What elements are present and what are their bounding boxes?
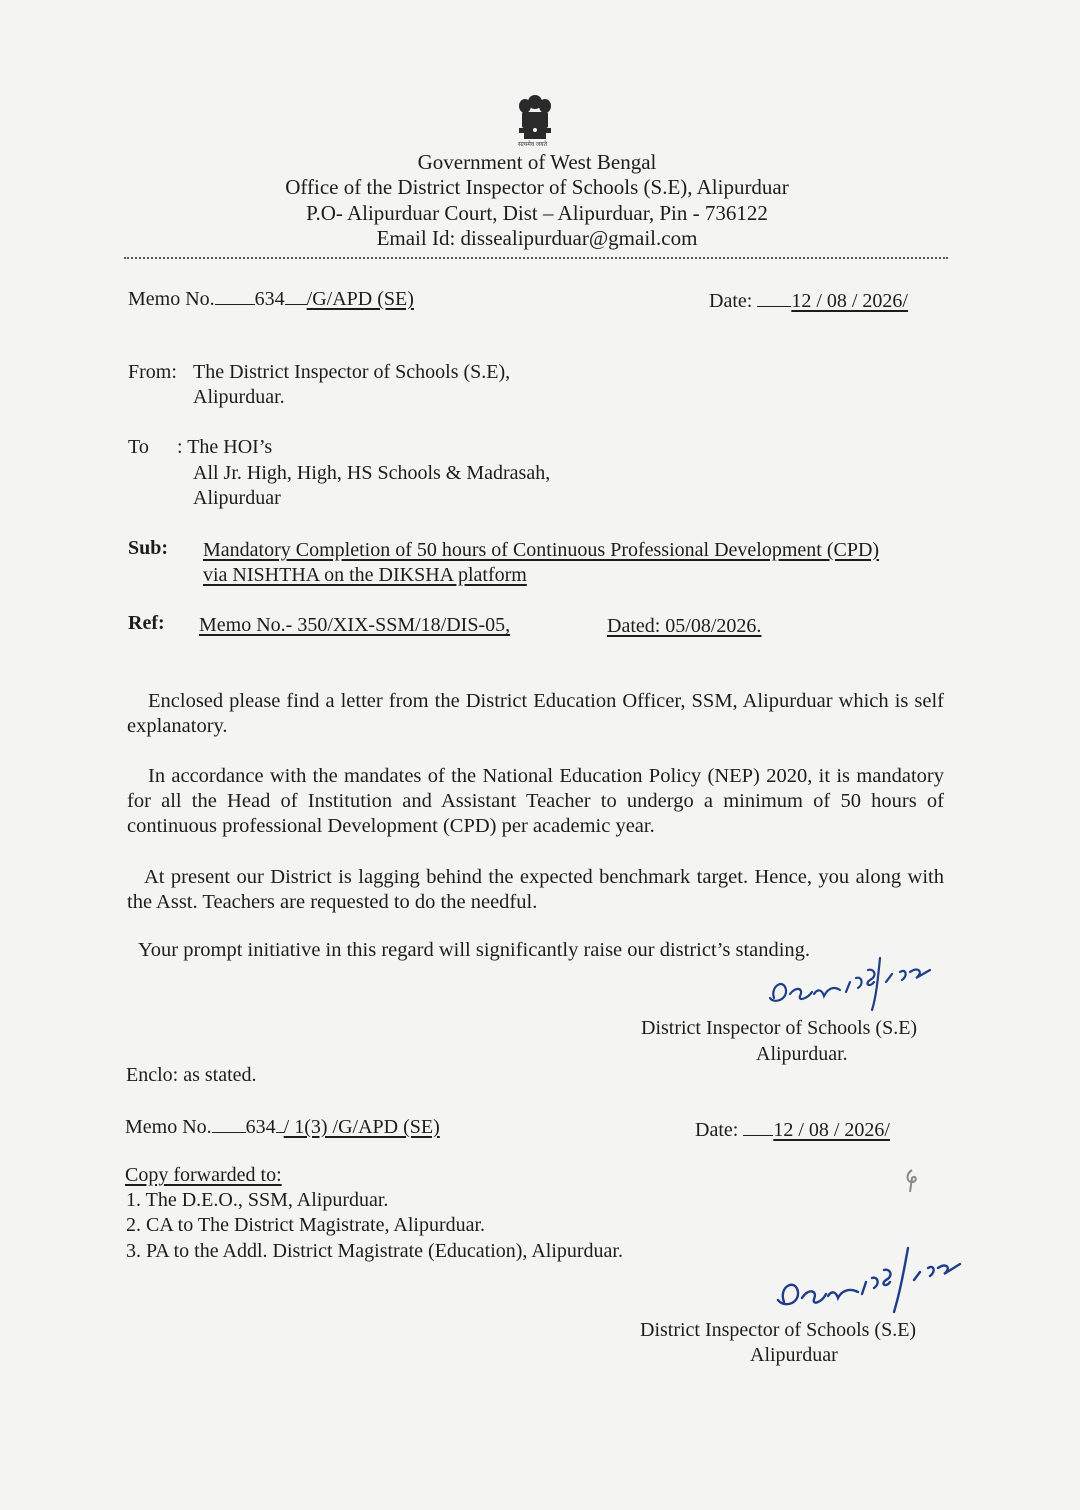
- memo2-date-line: [695, 1117, 890, 1142]
- to-label: To: [128, 436, 149, 458]
- header-divider: [124, 257, 948, 259]
- memo2-number: 634: [245, 1116, 276, 1138]
- copy-item: 3. PA to the Addl. District Magistrate (Education), Alipurduar.: [126, 1240, 623, 1262]
- subject-label: Sub:: [128, 537, 169, 559]
- memo-suffix: /G/APD (SE): [306, 288, 414, 310]
- from-label: From:: [128, 361, 177, 383]
- to-line1: : The HOI’s: [177, 436, 273, 458]
- handwritten-signature-2: [768, 1236, 968, 1320]
- signatory-place: Alipurduar.: [756, 1043, 848, 1065]
- office-name: Office of the District Inspector of Schools (S.E), Alipurduar: [285, 175, 789, 199]
- memo-number: 634: [254, 288, 285, 310]
- to-line3: Alipurduar: [193, 487, 281, 509]
- body-paragraph-1: Enclosed please find a letter from the District Education Officer, SSM, Alipurduar which is self explanatory.: [127, 690, 944, 737]
- body-paragraph-3: At present our District is lagging behind the expected benchmark target. Hence, you along with the Asst. Teachers are requested to do the needful.: [127, 866, 944, 913]
- memo2-label: Memo No.: [125, 1116, 212, 1138]
- copy-item: 2. CA to The District Magistrate, Alipurduar.: [126, 1214, 486, 1236]
- signatory-title-2: District Inspector of Schools (S.E): [640, 1319, 917, 1341]
- scribble-mark: [902, 1168, 922, 1194]
- memo2-date-value: 12 / 08 / 2026/: [773, 1119, 890, 1141]
- copy-item: 1. The D.E.O., SSM, Alipurduar.: [126, 1189, 389, 1211]
- to-line2: All Jr. High, High, HS Schools & Madrasah,: [193, 462, 551, 484]
- handwritten-signature: [760, 948, 950, 1018]
- enclosure-note: Enclo: as stated.: [126, 1064, 257, 1086]
- memo-date-line: [709, 288, 908, 313]
- date-label: Date:: [709, 290, 753, 312]
- signatory-title: District Inspector of Schools (S.E): [641, 1017, 918, 1039]
- subject-line2: via NISHTHA on the DIKSHA platform: [203, 564, 527, 586]
- memo2-date-label: Date:: [695, 1119, 739, 1141]
- body-paragraph-2: In accordance with the mandates of the National Education Policy (NEP) 2020, it is mandatory for all the Head of Institution and Assistant Teacher to undergo a minimum of 50 hours of continuous professional Development (CPD) per academic year.: [127, 765, 944, 837]
- office-email: Email Id: dissealipurduar@gmail.com: [376, 226, 698, 250]
- date-value: 12 / 08 / 2026/: [791, 290, 908, 312]
- body-paragraph-4: Your prompt initiative in this regard will significantly raise our district’s standing.: [138, 939, 811, 961]
- signatory-place-2: Alipurduar: [750, 1344, 838, 1366]
- memo2-number-line: [125, 1114, 440, 1139]
- reference-date: Dated: 05/08/2026.: [607, 615, 762, 637]
- subject-line1: Mandatory Completion of 50 hours of Continuous Professional Development (CPD): [203, 539, 880, 561]
- from-line1: The District Inspector of Schools (S.E),: [193, 361, 511, 383]
- government-name: Government of West Bengal: [417, 150, 657, 174]
- copy-heading: Copy forwarded to:: [125, 1164, 282, 1186]
- reference-memo: Memo No.- 350/XIX-SSM/18/DIS-05,: [199, 614, 511, 636]
- memo-label: Memo No.: [128, 288, 215, 310]
- office-address: P.O- Alipurduar Court, Dist – Alipurduar, Pin - 736122: [306, 201, 768, 225]
- emblem-caption: सत्यमेव जयते: [518, 142, 548, 148]
- memo2-suffix: / 1(3) /G/APD (SE): [283, 1116, 440, 1138]
- reference-label: Ref:: [128, 612, 165, 634]
- from-line2: Alipurduar.: [193, 386, 285, 408]
- memo-number-line: [128, 286, 414, 311]
